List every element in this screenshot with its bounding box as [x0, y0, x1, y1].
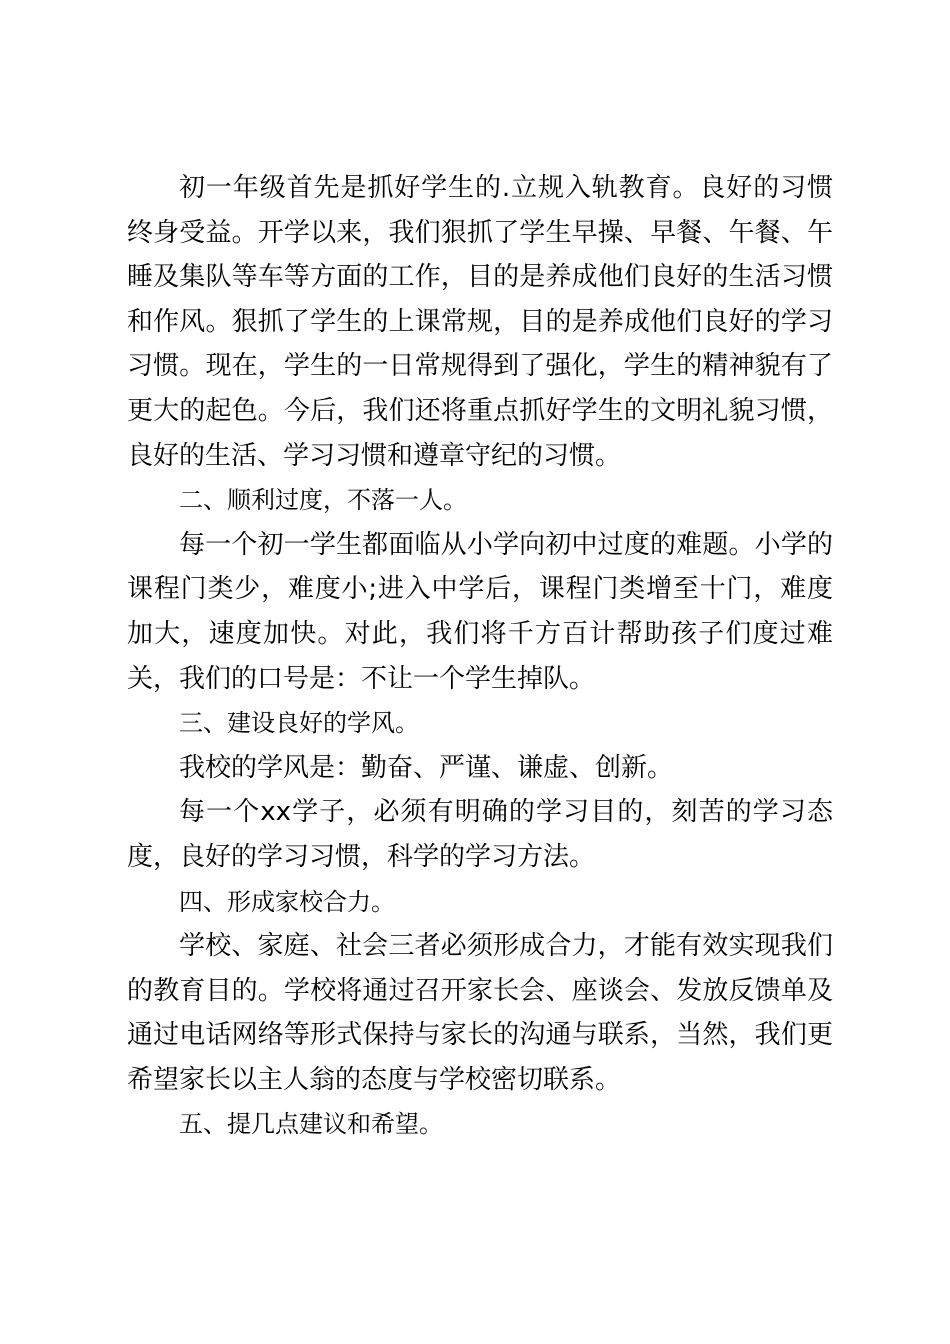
section-heading-study-style: 三、建设良好的学风。 — [179, 709, 419, 738]
paragraph-home-school: 学校、家庭、社会三者必须形成合力，才能有效实现我们的教育目的。学校将通过召开家长会、座谈会、发放反馈单及通过电话网络等形式保持与家长的沟通与联系，当然，我们更希望家长以主人翁的态度与学校密切联系。 — [127, 931, 833, 1095]
paragraph-student-requirements: 每一个xx学子，必须有明确的学习目的，刻苦的学习态度，良好的学习习惯，科学的学习方法。 — [127, 797, 833, 872]
document-body — [127, 166, 833, 1147]
section-heading-suggestions: 五、提几点建议和希望。 — [179, 1110, 443, 1139]
paragraph-habits: 初一年级首先是抓好学生的.立规入轨教育。良好的习惯终身受益。开学以来，我们狠抓了学生早操、早餐、午餐、午睡及集队等车等方面的工作，目的是养成他们良好的生活习惯和作风。狠抓了学生的上课常规，目的是养成他们良好的学习习惯。现在，学生的一日常规得到了强化，学生的精神貌有了更大的起色。今后，我们还将重点抓好学生的文明礼貌习惯，良好的生活、学习习惯和遵章守纪的习惯。 — [127, 173, 833, 471]
section-heading-transition: 二、顺利过度，不落一人。 — [179, 486, 467, 515]
paragraph-transition: 每一个初一学生都面临从小学向初中过度的难题。小学的课程门类少，难度小;进入中学后，课程门类增至十门，难度加大，速度加快。对此，我们将千方百计帮助孩子们度过难关，我们的口号是：不让一个学生掉队。 — [127, 529, 833, 694]
section-heading-home-school: 四、形成家校合力。 — [179, 887, 395, 916]
paragraph-school-motto: 我校的学风是：勤奋、严谨、谦虚、创新。 — [179, 752, 674, 783]
